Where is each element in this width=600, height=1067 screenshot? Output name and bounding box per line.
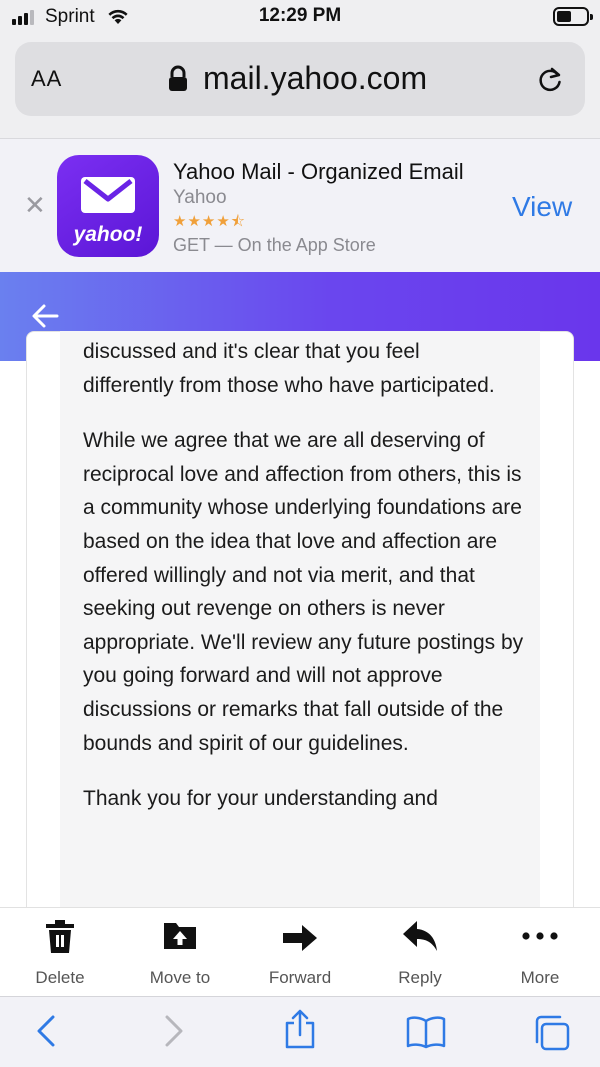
star-rating-icon: ★★★★⯪	[173, 212, 246, 230]
reply-button[interactable]	[360, 908, 480, 997]
lock-icon	[168, 66, 188, 97]
reply-label: Reply	[398, 968, 442, 987]
carrier-name: Sprint	[45, 6, 95, 27]
app-name: Yahoo Mail - Organized Email	[173, 159, 464, 184]
move-folder-icon	[120, 920, 240, 950]
url-text[interactable]: mail.yahoo.com	[203, 60, 428, 96]
message-paragraph: differently from those who have participated.	[83, 373, 495, 397]
browser-forward-icon[interactable]	[154, 1015, 194, 1055]
reload-icon[interactable]	[537, 66, 563, 99]
trash-icon	[0, 920, 120, 954]
share-icon[interactable]	[280, 1009, 320, 1049]
app-store-text: GET — On the App Store	[173, 235, 376, 255]
delete-button[interactable]	[0, 908, 120, 997]
message-body	[0, 340, 600, 907]
app-developer: Yahoo	[173, 187, 227, 208]
partial-top-line: discussed and it's clear that you feel	[83, 340, 420, 363]
browser-back-icon[interactable]	[26, 1015, 66, 1055]
message-text	[83, 335, 533, 838]
more-label: More	[520, 968, 560, 987]
delete-label: Delete	[35, 968, 85, 987]
status-clock: 12:29 PM	[258, 5, 342, 26]
app-store-banner	[0, 138, 600, 272]
battery-icon	[553, 7, 589, 26]
yahoo-mail-app-icon[interactable]	[57, 155, 159, 257]
view-button[interactable]: View	[512, 191, 573, 222]
envelope-icon	[79, 175, 137, 215]
browser-toolbar	[0, 996, 600, 1067]
close-icon[interactable]: ✕	[24, 191, 46, 221]
more-button[interactable]	[480, 908, 600, 997]
more-dots-icon	[480, 932, 600, 940]
app-icon-text: yahoo!	[73, 223, 143, 246]
mail-action-toolbar	[0, 907, 600, 996]
text-size-button[interactable]: AA	[31, 66, 63, 91]
forward-button[interactable]	[240, 908, 360, 997]
message-paragraph: While we agree that we are all deserving of reciprocal love and affection from others, this is a community whose underlying foundations are based on the idea that love and affection are offered willingly and not via merit, and that seeking out revenge on others is never appropriate. We'll review any future postings by you going forward and will not approve discussions or remarks that fall outside of the bounds and spirit of our guidelines.	[83, 429, 524, 755]
reply-arrow-icon	[360, 920, 480, 952]
address-bar[interactable]	[15, 42, 585, 116]
browser-address-area	[0, 34, 600, 138]
message-paragraph: Thank you for your understanding and	[83, 787, 438, 811]
forward-label: Forward	[268, 968, 332, 987]
forward-arrow-icon	[240, 924, 360, 952]
tabs-icon[interactable]	[532, 1015, 572, 1055]
bookmarks-icon[interactable]	[404, 1015, 448, 1055]
move-to-button[interactable]	[120, 908, 240, 997]
status-bar	[0, 0, 600, 34]
move-to-label: Move to	[149, 968, 211, 987]
